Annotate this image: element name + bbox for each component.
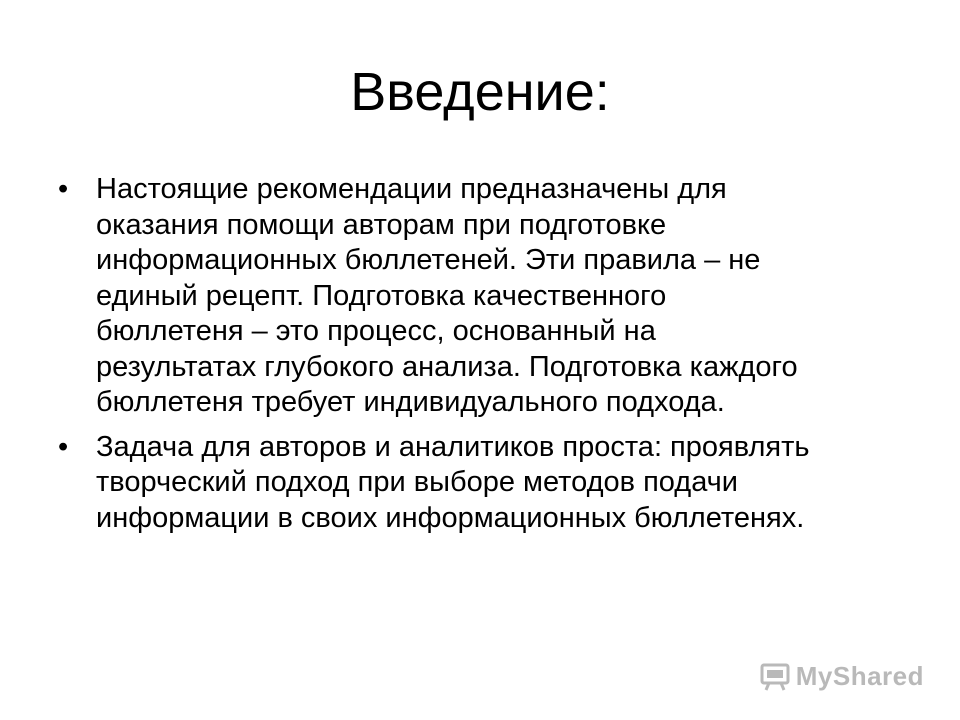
bullet-line: оказания помощи авторам при подготовке bbox=[96, 208, 667, 241]
bullet-line: информации в своих информационных бюллетенях. bbox=[96, 501, 805, 534]
bullet-line: результатах глубокого анализа. Подготовка каждого bbox=[96, 350, 798, 383]
watermark-logo bbox=[760, 661, 924, 692]
bullet-line: информационных бюллетеней. Эти правила – не bbox=[96, 244, 761, 276]
bullet-line: творческий подход при выборе методов подачи bbox=[96, 466, 738, 498]
bullet-item-1 bbox=[58, 172, 898, 421]
bullet-line: бюллетеня требует индивидуального подхода. bbox=[96, 386, 725, 418]
bullet-marker: • bbox=[58, 173, 69, 205]
bullet-line: Задача для авторов и аналитиков проста: проявлять bbox=[96, 430, 810, 463]
bullet-line: бюллетеня – это процесс, основанный на bbox=[96, 315, 656, 347]
presentation-board-icon bbox=[760, 663, 790, 691]
bullet-line: единый рецепт. Подготовка качественного bbox=[96, 279, 667, 312]
bullet-line: Настоящие рекомендации предназначены для bbox=[96, 173, 727, 205]
slide-title: Введение: bbox=[350, 62, 610, 122]
watermark-text: MyShared bbox=[795, 661, 924, 691]
bullet-marker: • bbox=[58, 430, 69, 463]
bullet-list bbox=[58, 172, 898, 545]
bullet-item-2 bbox=[58, 430, 898, 537]
